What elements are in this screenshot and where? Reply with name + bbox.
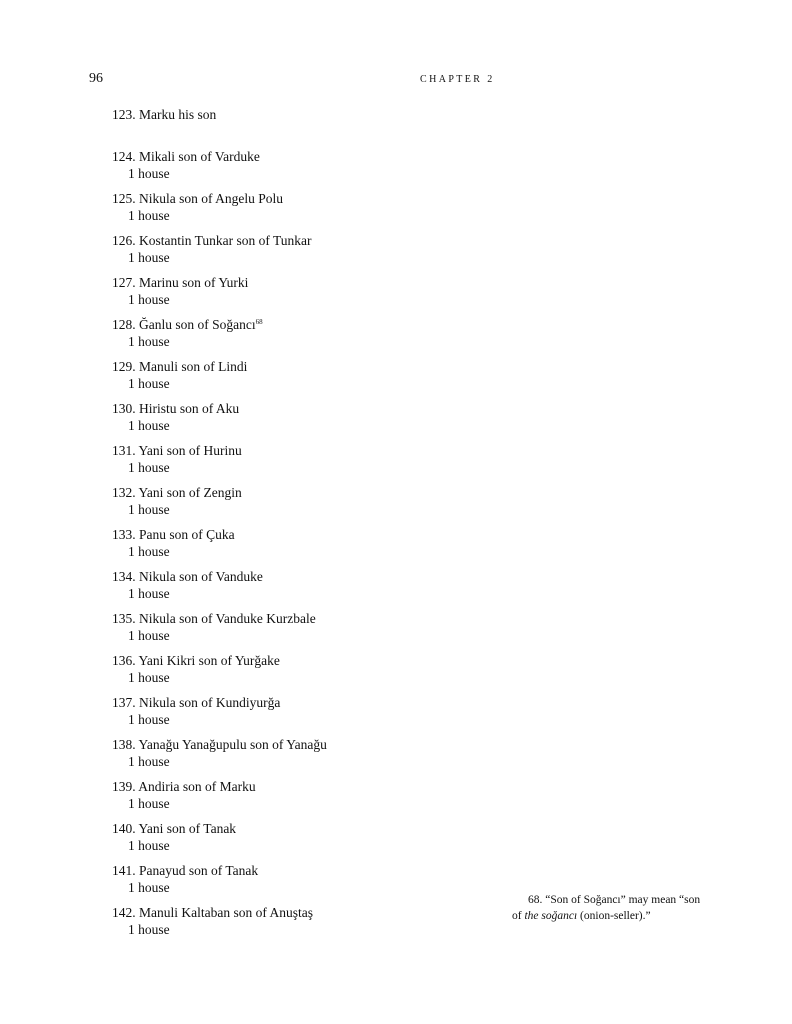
entry-label: 129. Manuli son of Lindi <box>112 359 248 374</box>
list-item <box>112 652 472 694</box>
running-head: CHAPTER 2 <box>420 74 495 85</box>
list-item <box>112 862 472 904</box>
entry-label: 126. Kostantin Tunkar son of Tunkar <box>112 233 312 248</box>
list-item <box>112 820 472 862</box>
footnote-text: (onion-seller).” <box>577 910 651 922</box>
entry-label: 135. Nikula son of Vanduke Kurzbale <box>112 611 316 626</box>
entry-label: 141. Panayud son of Tanak <box>112 863 259 878</box>
list-item <box>112 484 472 526</box>
list-item <box>112 148 472 190</box>
page-number: 96 <box>89 71 103 86</box>
list-item <box>112 358 472 400</box>
entry-label: 125. Nikula son of Angelu Polu <box>112 191 283 206</box>
entry-detail: 1 house <box>128 880 170 895</box>
entry-detail: 1 house <box>128 754 170 769</box>
entry-label-with-footnote <box>112 316 472 333</box>
entry-label: 133. Panu son of Çuka <box>112 527 235 542</box>
list-item <box>112 190 472 232</box>
list-item <box>112 526 472 568</box>
entry-detail: 1 house <box>128 418 170 433</box>
list-item <box>112 904 472 946</box>
entry-label: 134. Nikula son of Vanduke <box>112 569 263 584</box>
entry-detail: 1 house <box>128 712 170 727</box>
entry-detail: 1 house <box>128 670 170 685</box>
footnote-line-2 <box>512 908 712 924</box>
list-item <box>112 778 472 820</box>
entry-label: 137. Nikula son of Kundiyurğa <box>112 695 281 710</box>
entry-detail: 1 house <box>128 250 170 265</box>
entry-label: 127. Marinu son of Yurki <box>112 275 249 290</box>
entry-label: 131. Yani son of Hurinu <box>112 443 242 458</box>
entry-list <box>112 106 472 946</box>
footnote <box>512 892 712 924</box>
entry-detail: 1 house <box>128 922 170 937</box>
entry-label: 132. Yani son of Zengin <box>112 485 242 500</box>
entry-detail: 1 house <box>128 292 170 307</box>
list-item <box>112 106 472 148</box>
entry-label: 136. Yani Kikri son of Yurğake <box>112 653 280 668</box>
list-item <box>112 232 472 274</box>
list-item <box>112 442 472 484</box>
entry-detail: 1 house <box>128 586 170 601</box>
footnote-reference: 68 <box>255 318 263 326</box>
entry-label: 140. Yani son of Tanak <box>112 821 237 836</box>
list-item <box>112 274 472 316</box>
entry-detail: 1 house <box>128 544 170 559</box>
entry-detail: 1 house <box>128 796 170 811</box>
entry-label: 139. Andiria son of Marku <box>112 779 256 794</box>
entry-detail: 1 house <box>128 502 170 517</box>
entry-detail: 1 house <box>128 166 170 181</box>
list-item <box>112 568 472 610</box>
list-item <box>112 316 472 358</box>
entry-label: 138. Yanağu Yanağupulu son of Yanağu <box>112 737 327 752</box>
entry-detail: 1 house <box>128 376 170 391</box>
footnote-italic-term: the soğancı <box>524 910 578 922</box>
entry-detail: 1 house <box>128 460 170 475</box>
list-item <box>112 610 472 652</box>
list-item <box>112 736 472 778</box>
entry-label: 124. Mikali son of Varduke <box>112 149 260 164</box>
entry-detail: 1 house <box>128 628 170 643</box>
entry-detail: 1 house <box>128 208 170 223</box>
entry-detail: 1 house <box>128 334 170 349</box>
footnote-text: of <box>512 910 525 922</box>
entry-detail: 1 house <box>128 838 170 853</box>
list-item <box>112 694 472 736</box>
footnote-line-1: 68. “Son of Soğancı” may mean “son <box>528 894 701 906</box>
list-item <box>112 400 472 442</box>
entry-label: 130. Hiristu son of Aku <box>112 401 240 416</box>
entry-label: 128. Ğanlu son of Soğancı <box>112 317 256 332</box>
entry-label: 142. Manuli Kaltaban son of Anuştaş <box>112 905 313 920</box>
entry-label: 123. Marku his son <box>112 107 217 122</box>
